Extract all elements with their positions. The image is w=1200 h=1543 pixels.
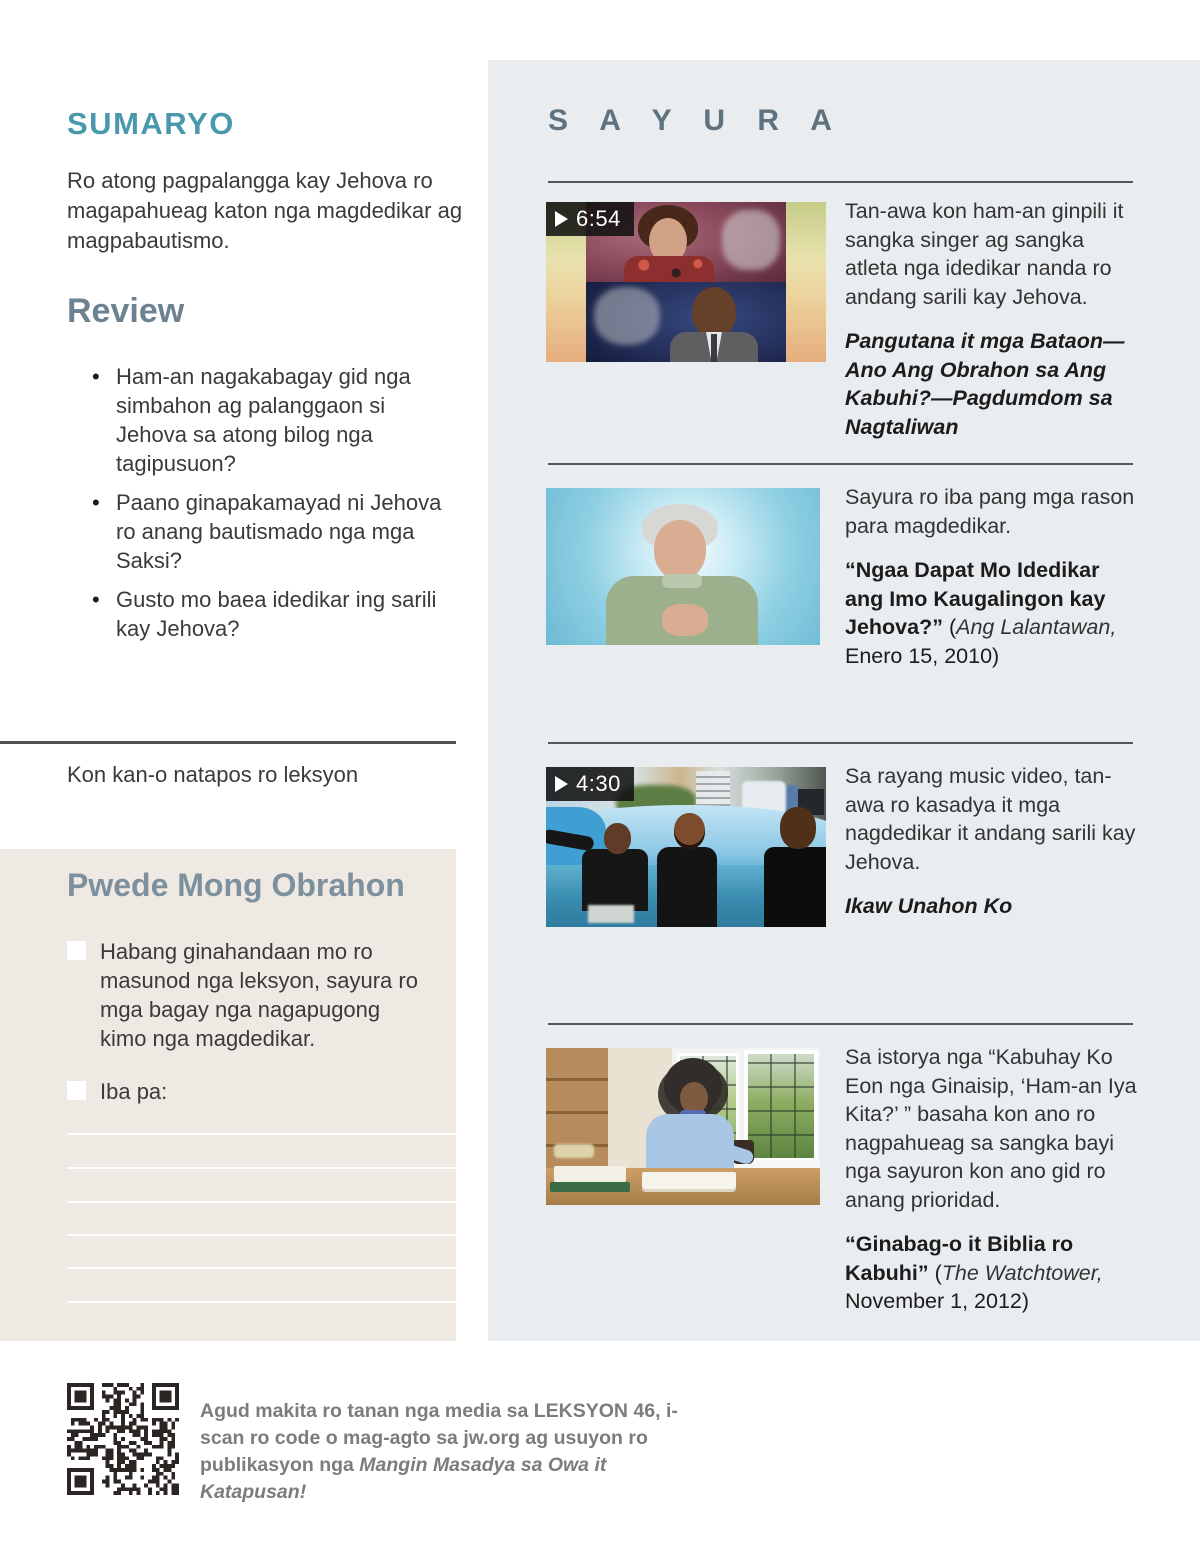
- media-description: Sa istorya nga “Kabuhay Ko Eon nga Ginaisip, ‘Ham-an Iya Kita?’ ” basaha kon ano ro nagpahueag sa sangka bayi nga sayuron kon ano gid ro anang prioridad.: [845, 1045, 1137, 1212]
- left-column-divider: [0, 741, 456, 744]
- writing-line: [67, 1301, 456, 1303]
- media-reference: “Ngaa Dapat Mo Idedikar ang Imo Kaugalingon kay Jehova?” (Ang Lalantawan, Enero 15, 2010): [845, 558, 1117, 668]
- media-divider: [548, 742, 1133, 744]
- media-text-block: [845, 199, 1140, 441]
- review-list: [92, 362, 444, 653]
- review-item: • Gusto mo baea idedikar ing sarili kay Jehova?: [92, 585, 444, 643]
- media-divider: [548, 181, 1133, 183]
- video-duration: 6:54: [576, 206, 621, 231]
- qr-code-icon: [67, 1383, 179, 1495]
- media-panel-title: S A Y U R A: [548, 104, 844, 137]
- writing-line: [67, 1133, 456, 1135]
- media-divider: [548, 463, 1133, 465]
- media-description: Sayura ro iba pang mga rason para magdedikar.: [845, 485, 1135, 538]
- media-description: Tan-awa kon ham-an ginpili it sangka singer ag sangka atleta nga idedikar nanda ro andang sarili kay Jehova.: [845, 199, 1124, 309]
- media-divider: [548, 1023, 1133, 1025]
- video-duration-badge: [546, 767, 634, 801]
- writing-line: [67, 1201, 456, 1203]
- media-text-block: [845, 764, 1140, 921]
- reference-title: Pangutana it mga Bataon—Ano Ang Obrahon sa Ang Kabuhi?—Pagdumdom sa Nagtaliwan: [845, 329, 1125, 439]
- reference-title: Ikaw Unahon Ko: [845, 894, 1013, 918]
- todo-item: [67, 1077, 430, 1106]
- summary-body: Ro atong pagpalangga kay Jehova ro magapahueag katon nga magdedikar ag magpabautismo.: [67, 168, 463, 253]
- review-item: • Paano ginapakamayad ni Jehova ro anang bautismado nga mga Saksi?: [92, 488, 444, 575]
- todo-checkbox[interactable]: [67, 941, 86, 960]
- media-text-block: [845, 485, 1140, 670]
- reference-title: “Ngaa Dapat Mo Idedikar ang Imo Kaugalingon kay Jehova?”: [845, 558, 1106, 639]
- media-reference: “Ginabag-o it Biblia ro Kabuhi” (The Watchtower, November 1, 2012): [845, 1232, 1103, 1313]
- publication-title: Mangin Masadya sa Owa it Katapusan!: [200, 1454, 607, 1503]
- athlete-photo: [586, 282, 786, 362]
- todo-item-label: Iba pa:: [100, 1079, 168, 1104]
- review-title: Review: [67, 292, 185, 330]
- after-lesson-label: Kon kan-o natapos ro leksyon: [67, 762, 359, 787]
- video-thumbnail-interviews[interactable]: [546, 202, 826, 362]
- reference-source: Ang Lalantawan,: [956, 615, 1117, 639]
- media-reference: [845, 892, 1140, 921]
- footer-scan-text: Agud makita ro tanan nga media sa LEKSYON 46, i-scan ro code o mag-agto sa jw.org ag usuyon ro publikasyon nga Mangin Masadya sa Owa it Katapusan!: [200, 1400, 678, 1503]
- todo-item: [67, 937, 430, 1053]
- todo-box-title: Pwede Mong Obrahon: [67, 867, 405, 903]
- todo-item-label: Habang ginahandaan mo ro masunod nga leksyon, sayura ro mga bagay nga nagapugong kimo nga magdedikar.: [100, 939, 418, 1051]
- review-item: • Ham-an nagakabagay gid nga simbahon ag palanggaon si Jehova sa atong bilog nga tagipusuon?: [92, 362, 444, 478]
- reference-title: “Ginabag-o it Biblia ro Kabuhi”: [845, 1232, 1074, 1285]
- media-text-block: [845, 1045, 1140, 1316]
- media-description: Sa rayang music video, tan-awa ro kasadya it mga nagdedikar it andang sarili kay Jehova.: [845, 764, 1136, 874]
- play-icon: [555, 776, 568, 792]
- summary-title: SUMARYO: [67, 106, 235, 141]
- video-duration: 4:30: [576, 771, 621, 796]
- media-panel: [488, 60, 1200, 1341]
- writing-line: [67, 1267, 456, 1269]
- reference-source: The Watchtower,: [941, 1260, 1103, 1285]
- video-duration-badge: [546, 202, 634, 236]
- writing-line: [67, 1167, 456, 1169]
- media-reference: [845, 327, 1140, 441]
- writing-line: [67, 1234, 456, 1236]
- photo-woman-studying: [546, 1048, 820, 1205]
- todo-checkbox[interactable]: [67, 1081, 86, 1100]
- play-icon: [555, 211, 568, 227]
- video-thumbnail-baptism[interactable]: [546, 767, 826, 927]
- todo-box: [0, 849, 456, 1341]
- photo-praying-man: [546, 488, 820, 645]
